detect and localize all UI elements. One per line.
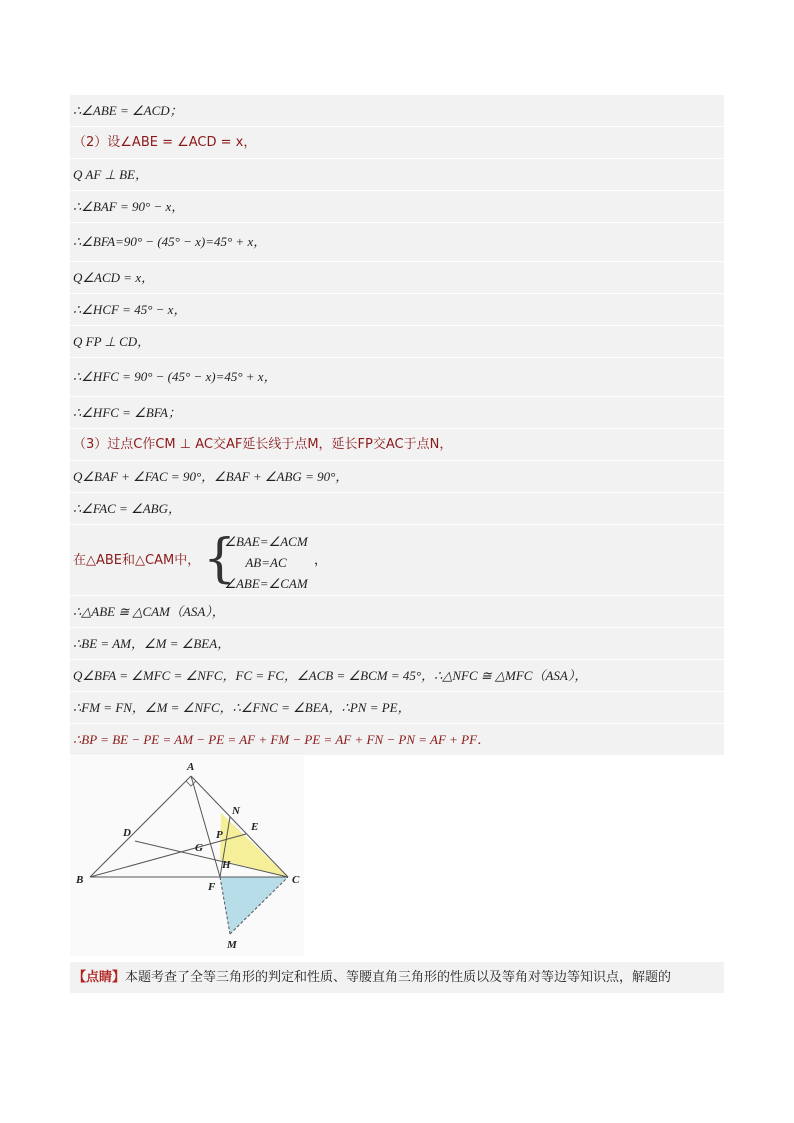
- blue-region: [220, 877, 288, 934]
- system-row: AB=AC: [245, 555, 287, 570]
- label-e: E: [251, 821, 259, 833]
- solution-line: Q FP ⊥ CD，: [70, 326, 724, 358]
- label-b: B: [76, 874, 84, 886]
- solution-line: ∴BP = BE − PE = AM − PE = AF + FM − PE = AF + FN − PN = AF + PF．: [70, 724, 724, 756]
- note-text: 本题考查了全等三角形的判定和性质、等腰直角三角形的性质以及等角对等边等知识点，解题的: [125, 970, 672, 985]
- solution-line: ∴∠HCF = 45° − x，: [70, 294, 724, 326]
- geometry-diagram: [70, 756, 304, 956]
- solution-line: ∴∠FAC = ∠ABG，: [70, 493, 724, 525]
- right-angle-mark: [186, 781, 196, 786]
- solution-line: ∴∠BFA=90° − (45° − x)=45° + x，: [70, 223, 724, 262]
- solution-line: Q∠ACD = x，: [70, 262, 724, 294]
- solution-line: （3）过点C作CM ⊥ AC交AF延长线于点M，延长FP交AC于点N，: [70, 429, 724, 461]
- solution-line: ∴BE = AM，∠M = ∠BEA，: [70, 628, 724, 660]
- label-c: C: [292, 874, 300, 886]
- system-row: ∠BAE=∠ACM: [224, 534, 308, 549]
- solution-line: ∴∠HFC = ∠BFA；: [70, 397, 724, 429]
- solution-line: ∴∠HFC = 90° − (45° − x)=45° + x，: [70, 358, 724, 397]
- label-a: A: [187, 761, 195, 773]
- label-g: G: [195, 842, 203, 854]
- system-rows: [216, 531, 316, 594]
- solution-line: ∴∠ABE = ∠ACD；: [70, 95, 724, 127]
- system-suffix: ，: [314, 552, 328, 567]
- segment-ab: [90, 776, 191, 877]
- label-h: H: [222, 859, 231, 871]
- congruence-system: [70, 525, 724, 596]
- solution-line: ∴FM = FN，∠M = ∠NFC，∴∠FNC = ∠BEA，∴PN = PE，: [70, 692, 724, 724]
- label-n: N: [232, 805, 240, 817]
- system-row: ∠ABE=∠CAM: [224, 576, 308, 591]
- figure-area: [70, 756, 724, 962]
- label-m: M: [227, 939, 237, 951]
- note-tag: 【点睛】: [73, 970, 126, 985]
- solution-line: Q AF ⊥ BE，: [70, 159, 724, 191]
- label-p: P: [216, 829, 223, 841]
- solution-line: Q∠BFA = ∠MFC = ∠NFC，FC = FC，∠ACB = ∠BCM = 45°，∴△NFC ≅ △MFC（ASA），: [70, 660, 724, 692]
- key-point-note: [70, 962, 724, 993]
- geometry-figure: [70, 756, 304, 956]
- solution-line: ∴∠BAF = 90° − x，: [70, 191, 724, 223]
- solution-sheet: [70, 95, 724, 993]
- system-prefix: 在△ABE和△CAM中，: [73, 553, 201, 568]
- solution-line: （2）设∠ABE = ∠ACD = x，: [70, 127, 724, 159]
- left-brace: {: [203, 529, 237, 589]
- solution-line: ∴△ABE ≅ △CAM（ASA），: [70, 596, 724, 628]
- solution-line: Q∠BAF + ∠FAC = 90°，∠BAF + ∠ABG = 90°，: [70, 461, 724, 493]
- label-f: F: [208, 881, 216, 893]
- label-d: D: [123, 827, 131, 839]
